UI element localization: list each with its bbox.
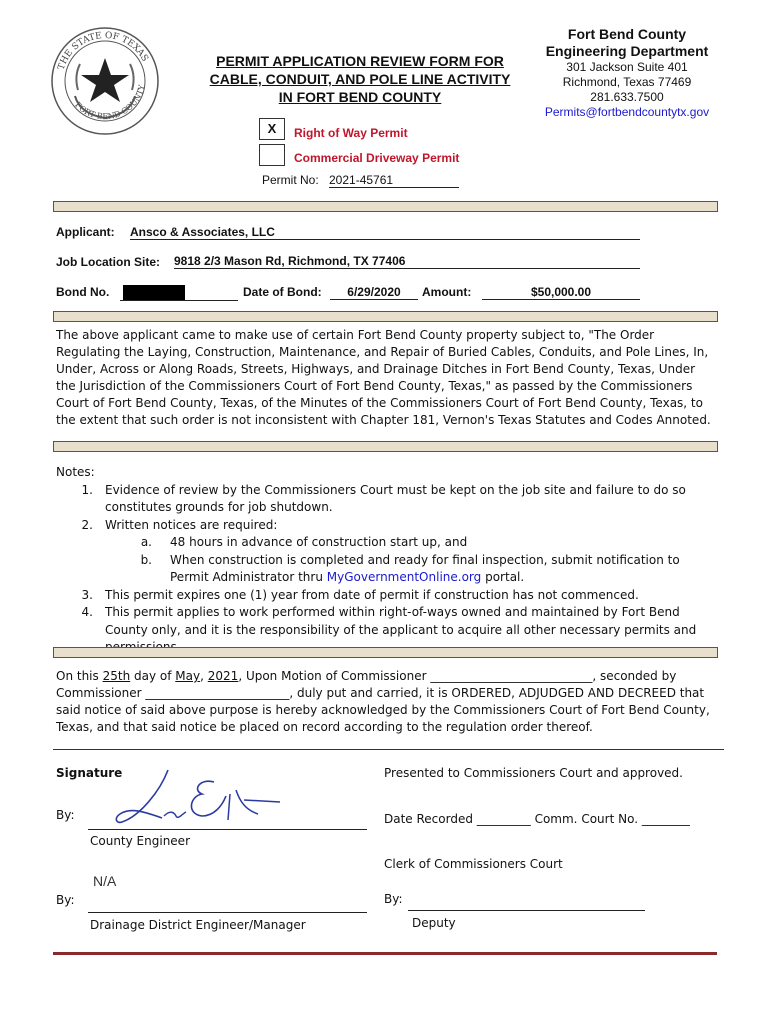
by-label: By: bbox=[384, 892, 403, 906]
job-location-label: Job Location Site: bbox=[56, 255, 161, 269]
note-letter: a. bbox=[140, 535, 152, 549]
notes-heading: Notes: bbox=[56, 465, 95, 479]
job-location-value: 9818 2/3 Mason Rd, Richmond, TX 77406 bbox=[174, 254, 640, 269]
svg-text:THE STATE OF TEXAS: THE STATE OF TEXAS bbox=[56, 30, 150, 72]
note-subitem bbox=[56, 552, 716, 587]
divider-bar bbox=[53, 201, 718, 212]
note-text: 48 hours in advance of construction start up, and bbox=[170, 535, 468, 549]
right-of-way-checkbox[interactable]: X bbox=[259, 118, 285, 140]
note-number: 3. bbox=[81, 587, 93, 602]
form-title bbox=[190, 52, 530, 106]
note-text: This permit applies to work performed within right-of-ways owned and maintained by Fort Bend County only, and it is the responsibility of the applicant to acquire all other necessary permits and bbox=[105, 605, 697, 637]
title-line-1: PERMIT APPLICATION REVIEW FORM FOR bbox=[216, 53, 504, 69]
bond-date-value: 6/29/2020 bbox=[330, 285, 418, 300]
order-acknowledgement bbox=[56, 668, 718, 736]
applicant-label: Applicant: bbox=[56, 225, 115, 239]
divider-bar bbox=[53, 647, 718, 658]
phone: 281.633.7500 bbox=[590, 90, 664, 104]
order-year: 2021 bbox=[207, 669, 239, 683]
note-subitem bbox=[56, 534, 716, 552]
address-line-1: 301 Jackson Suite 401 bbox=[566, 60, 688, 74]
county-name: Fort Bend County bbox=[567, 26, 687, 42]
by-label: By: bbox=[56, 893, 75, 907]
notes-section bbox=[56, 464, 716, 657]
mygovernmentonline-link[interactable]: MyGovernmentOnline.org bbox=[326, 570, 482, 584]
divider-bar bbox=[53, 441, 718, 452]
note-text bbox=[170, 552, 716, 587]
state-of-texas-seal bbox=[50, 26, 160, 136]
signature-line bbox=[88, 829, 367, 830]
department-header bbox=[532, 26, 722, 120]
signature-heading: Signature bbox=[56, 766, 123, 780]
order-text: day of bbox=[134, 669, 172, 683]
signature-line bbox=[408, 910, 645, 911]
divider-bar bbox=[53, 311, 718, 322]
note-text: Written notices are required: bbox=[105, 517, 278, 532]
redaction-block bbox=[123, 285, 185, 300]
permit-no-value: 2021-45761 bbox=[329, 173, 459, 188]
note-text-part: portal. bbox=[485, 570, 525, 584]
permit-no-label: Permit No: bbox=[262, 173, 319, 187]
bond-no-field bbox=[120, 285, 238, 301]
county-engineer-label: County Engineer bbox=[90, 834, 190, 848]
order-text: On this bbox=[56, 669, 99, 683]
presented-text: Presented to Commissioners Court and approved. bbox=[384, 766, 683, 780]
title-line-2: CABLE, CONDUIT, AND POLE LINE ACTIVITY bbox=[209, 71, 511, 87]
by-label: By: bbox=[56, 808, 75, 822]
email-link[interactable]: Permits@fortbendcountytx.gov bbox=[544, 105, 710, 119]
footer-rule bbox=[53, 952, 717, 955]
note-text-part: When construction is completed and ready for final inspection, submit notification to Permit Administrator thru bbox=[170, 552, 680, 584]
note-text: This permit expires one (1) year from date of permit if construction has not commenced. bbox=[105, 587, 639, 602]
order-text: , bbox=[200, 669, 204, 683]
signature-line bbox=[88, 912, 367, 913]
amount-label: Amount: bbox=[422, 285, 472, 299]
note-item bbox=[56, 517, 716, 535]
commercial-driveway-label: Commercial Driveway Permit bbox=[294, 151, 460, 165]
drainage-engineer-label: Drainage District Engineer/Manager bbox=[90, 918, 306, 932]
svg-text:FORT BEND COUNTY: FORT BEND COUNTY bbox=[73, 83, 147, 122]
right-of-way-label: Right of Way Permit bbox=[294, 126, 408, 140]
commercial-driveway-checkbox[interactable] bbox=[259, 144, 285, 166]
note-item bbox=[56, 482, 716, 517]
applicant-value: Ansco & Associates, LLC bbox=[130, 225, 640, 240]
handwritten-signature bbox=[110, 766, 290, 832]
date-recorded-text: Date Recorded _________ Comm. Court No. ________ bbox=[384, 812, 690, 826]
order-text: , Upon Motion of Commissioner ___________________________, seconded by Commissioner ________________________, duly put and carried, it is ORDERED, ADJUDGED AND DECREED that said notice of said above purpose is hereby acknowledged by the Commissioners Court of Fort Bend County, Texas, and that said notice be placed on record according to the regulation order thereof. bbox=[56, 669, 710, 734]
note-letter: b. bbox=[140, 552, 152, 567]
note-number: 2. bbox=[81, 517, 93, 532]
clerk-label: Clerk of Commissioners Court bbox=[384, 857, 563, 871]
title-line-3: IN FORT BEND COUNTY bbox=[278, 89, 442, 105]
deputy-label: Deputy bbox=[412, 916, 456, 930]
note-number: 4. bbox=[81, 605, 93, 619]
na-text: N/A bbox=[93, 873, 117, 889]
note-item bbox=[56, 587, 716, 605]
bond-no-label: Bond No. bbox=[56, 285, 110, 299]
department-name: Engineering Department bbox=[545, 43, 709, 59]
address-line-2: Richmond, Texas 77469 bbox=[562, 75, 692, 89]
note-number: 1. bbox=[81, 482, 93, 497]
note-text: Evidence of review by the Commissioners Court must be kept on the job site and failure to do so constitutes grounds for job shutdown. bbox=[105, 482, 686, 514]
order-month: May bbox=[175, 669, 201, 683]
amount-value: $50,000.00 bbox=[482, 285, 640, 300]
order-paragraph: The above applicant came to make use of certain Fort Bend County property subject to, "The Order Regulating the Laying, Construction, Maintenance, and Repair of Buried Cables, Conduits, and Pole Lines, In, Under, Across or Along Roads, Streets, Highways, and Drainage Ditches in Fort Bend County, Texas, Under the Jurisdiction of the Commissioners Court of Fort Bend County, Texas," as passed by the Commissioners Court of Fort Bend County, Texas, of the Minutes of the Commissioners Court of Fort Bend County, Texas, to the extent that such order is not inconsistent with Chapter 181, Vernon's Texas Statutes and Codes Annoted. bbox=[56, 328, 711, 427]
bond-date-label: Date of Bond: bbox=[243, 285, 322, 299]
separator-line bbox=[53, 749, 724, 750]
order-day: 25th bbox=[102, 669, 131, 683]
